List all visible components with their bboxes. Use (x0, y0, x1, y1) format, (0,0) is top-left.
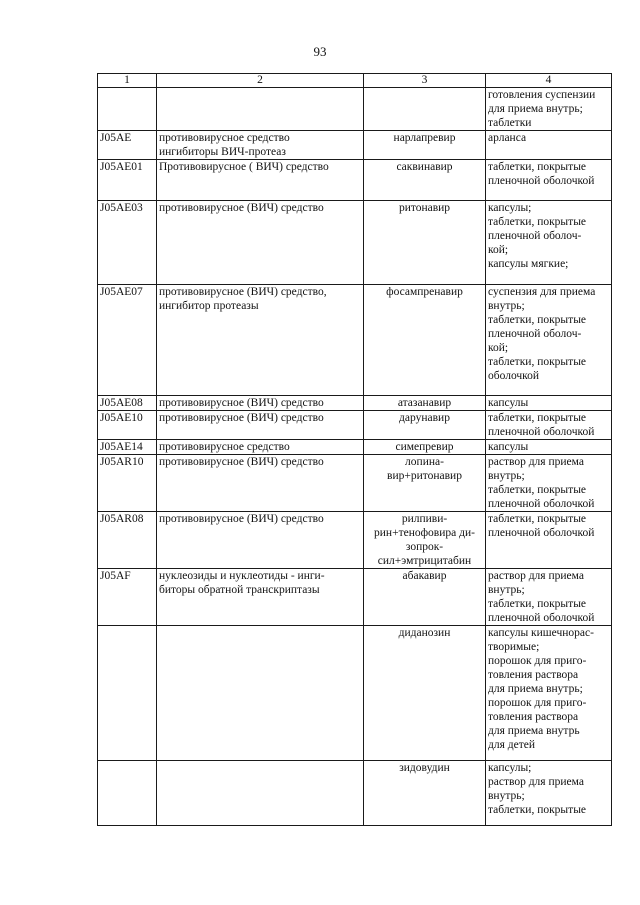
dosage-form-line: пленочной оболочкой (488, 175, 595, 187)
dosage-form-cell (486, 626, 612, 761)
pharmacological-group-cell (157, 455, 364, 512)
dosage-form-cell (486, 440, 612, 455)
pharmacological-group-cell (157, 131, 364, 160)
drug-name-cell (364, 88, 486, 131)
table-row (98, 160, 612, 201)
group-line: противовирусное (ВИЧ) средство (159, 513, 324, 525)
atc-code-cell: J05AE10 (98, 411, 157, 440)
group-line: противовирусное (ВИЧ) средство (159, 456, 324, 468)
dosage-form-line: капсулы кишечнорас- (488, 627, 594, 639)
drug-name-line: вир+ритонавир (387, 470, 462, 482)
atc-code-cell: J05AE (98, 131, 157, 160)
group-line: противовирусное (ВИЧ) средство (159, 397, 324, 409)
group-line: противовирусное средство (159, 441, 290, 453)
table-row (98, 201, 612, 285)
dosage-form-line: капсулы (488, 441, 529, 453)
drug-name-cell (364, 626, 486, 761)
dosage-form-line: порошок для приго- (488, 655, 587, 667)
atc-code-cell: J05AR10 (98, 455, 157, 512)
dosage-form-line: таблетки, покрытые (488, 216, 587, 228)
dosage-form-line: порошок для приго- (488, 697, 587, 709)
drug-name-cell (364, 411, 486, 440)
pharmacological-group-cell (157, 285, 364, 396)
dosage-form-cell (486, 761, 612, 826)
atc-code-cell: J05AE14 (98, 440, 157, 455)
table-row (98, 131, 612, 160)
atc-code-cell (98, 626, 157, 761)
drug-name-line: рилпиви- (401, 513, 448, 525)
pharmacological-group-cell (157, 396, 364, 411)
pharmacological-group-cell (157, 160, 364, 201)
dosage-form-line: внутрь; (488, 300, 525, 312)
column-header-4: 4 (486, 74, 612, 88)
dosage-form-line: таблетки, покрытые (488, 314, 587, 326)
pharmacological-group-cell (157, 201, 364, 285)
drug-name-cell (364, 160, 486, 201)
atc-code-cell: J05AE01 (98, 160, 157, 201)
dosage-form-line: внутрь; (488, 584, 525, 596)
dosage-form-line: творимые; (488, 641, 540, 653)
drug-name-line: ритонавир (398, 202, 451, 214)
drug-name-cell (364, 569, 486, 626)
dosage-form-line: раствор для приема (488, 776, 584, 788)
drug-name-line: симепревир (395, 441, 454, 453)
group-line: Противовирусное ( ВИЧ) средство (159, 161, 329, 173)
dosage-form-cell (486, 160, 612, 201)
page-number: 93 (313, 44, 327, 59)
dosage-form-line: таблетки, покрытые (488, 356, 587, 368)
dosage-form-line: капсулы мягкие; (488, 258, 569, 270)
dosage-form-line: пленочной оболоч- (488, 328, 582, 340)
table-body (98, 88, 612, 826)
dosage-form-line: капсулы; (488, 762, 532, 774)
column-header-3: 3 (364, 74, 486, 88)
drug-name-line: саквинавир (396, 161, 453, 173)
dosage-form-line: товления раствора (488, 669, 579, 681)
dosage-form-line: кой; (488, 244, 509, 256)
drug-name-line: рин+тенофовира ди- (374, 527, 475, 539)
table-row (98, 455, 612, 512)
dosage-form-line: для приема внутрь; (488, 103, 583, 115)
table-row (98, 569, 612, 626)
dosage-form-cell (486, 411, 612, 440)
column-header-2: 2 (157, 74, 364, 88)
atc-code-cell: J05AE08 (98, 396, 157, 411)
dosage-form-line: кой; (488, 342, 509, 354)
dosage-form-line: суспензия для приема (488, 286, 596, 298)
dosage-form-line: для приема внутрь (488, 725, 580, 737)
drug-name-line: сил+эмтрицитабин (377, 555, 472, 567)
group-line: противовирусное (ВИЧ) средство (159, 202, 324, 214)
pharmacological-group-cell (157, 88, 364, 131)
drug-name-line: нарлапревир (393, 132, 456, 144)
dosage-form-line: пленочной оболочкой (488, 612, 595, 624)
group-line: ингибитор протеазы (159, 300, 259, 312)
column-header-1: 1 (98, 74, 157, 88)
drug-name-cell (364, 512, 486, 569)
drug-name-line: зидовудин (399, 762, 450, 774)
dosage-form-line: таблетки (488, 117, 532, 129)
dosage-form-line: товления раствора (488, 711, 579, 723)
dosage-form-line: раствор для приема (488, 456, 584, 468)
group-line: ингибиторы ВИЧ-протеаз (159, 146, 286, 158)
drug-name-line: фосампренавир (386, 286, 463, 298)
dosage-form-line: внутрь; (488, 470, 525, 482)
pharmacological-group-cell (157, 411, 364, 440)
dosage-form-line: раствор для приема (488, 570, 584, 582)
table-row (98, 761, 612, 826)
drug-name-line: абакавир (402, 570, 447, 582)
group-line: противовирусное средство (159, 132, 290, 144)
dosage-form-line: таблетки, покрытые (488, 412, 587, 424)
dosage-form-line: капсулы; (488, 202, 532, 214)
table-row (98, 88, 612, 131)
dosage-form-line: готовления суспензии (488, 89, 596, 101)
atc-code-cell (98, 761, 157, 826)
table-header-row (98, 74, 612, 88)
drug-name-cell (364, 396, 486, 411)
dosage-form-line: оболочкой (488, 370, 540, 382)
drug-name-line: дарунавир (399, 412, 450, 424)
drug-name-cell (364, 761, 486, 826)
group-line: противовирусное (ВИЧ) средство, (159, 286, 327, 298)
group-line: нуклеозиды и нуклеотиды - инги- (159, 570, 325, 582)
pharmacological-group-cell (157, 440, 364, 455)
drug-name-cell (364, 285, 486, 396)
group-line: биторы обратной транскриптазы (159, 584, 320, 596)
table-row (98, 626, 612, 761)
drug-name-line: атазанавир (397, 397, 452, 409)
table-row (98, 512, 612, 569)
dosage-form-line: капсулы (488, 397, 529, 409)
dosage-form-cell (486, 396, 612, 411)
dosage-form-line: пленочной оболочкой (488, 426, 595, 438)
dosage-form-line: таблетки, покрытые (488, 484, 587, 496)
dosage-form-cell (486, 131, 612, 160)
dosage-form-line: таблетки, покрытые (488, 804, 587, 816)
group-line: противовирусное (ВИЧ) средство (159, 412, 324, 424)
atc-code-cell (98, 88, 157, 131)
dosage-form-cell (486, 512, 612, 569)
drug-name-cell (364, 131, 486, 160)
pharmacological-group-cell (157, 626, 364, 761)
atc-code-cell: J05AR08 (98, 512, 157, 569)
dosage-form-line: пленочной оболочкой (488, 498, 595, 510)
dosage-form-cell (486, 455, 612, 512)
dosage-form-line: пленочной оболочкой (488, 527, 595, 539)
dosage-form-line: для детей (488, 739, 535, 751)
drug-name-cell (364, 455, 486, 512)
drug-name-line: зопрок- (405, 541, 444, 553)
dosage-form-line: таблетки, покрытые (488, 161, 587, 173)
dosage-form-line: для приема внутрь; (488, 683, 583, 695)
pharmacological-group-cell (157, 761, 364, 826)
table-row (98, 396, 612, 411)
table-row (98, 285, 612, 396)
dosage-form-cell (486, 569, 612, 626)
dosage-form-cell (486, 201, 612, 285)
dosage-form-cell (486, 88, 612, 131)
dosage-form-line: арланса (488, 132, 527, 144)
dosage-form-line: пленочной оболоч- (488, 230, 582, 242)
drug-name-line: лопина- (405, 456, 444, 468)
table-row (98, 440, 612, 455)
drug-table (97, 73, 612, 826)
pharmacological-group-cell (157, 512, 364, 569)
pharmacological-group-cell (157, 569, 364, 626)
table-row (98, 411, 612, 440)
atc-code-cell: J05AE03 (98, 201, 157, 285)
dosage-form-line: таблетки, покрытые (488, 513, 587, 525)
drug-name-cell (364, 201, 486, 285)
drug-name-cell (364, 440, 486, 455)
atc-code-cell: J05AF (98, 569, 157, 626)
atc-code-cell: J05AE07 (98, 285, 157, 396)
drug-name-line: диданозин (398, 627, 451, 639)
dosage-form-cell (486, 285, 612, 396)
dosage-form-line: внутрь; (488, 790, 525, 802)
dosage-form-line: таблетки, покрытые (488, 598, 587, 610)
